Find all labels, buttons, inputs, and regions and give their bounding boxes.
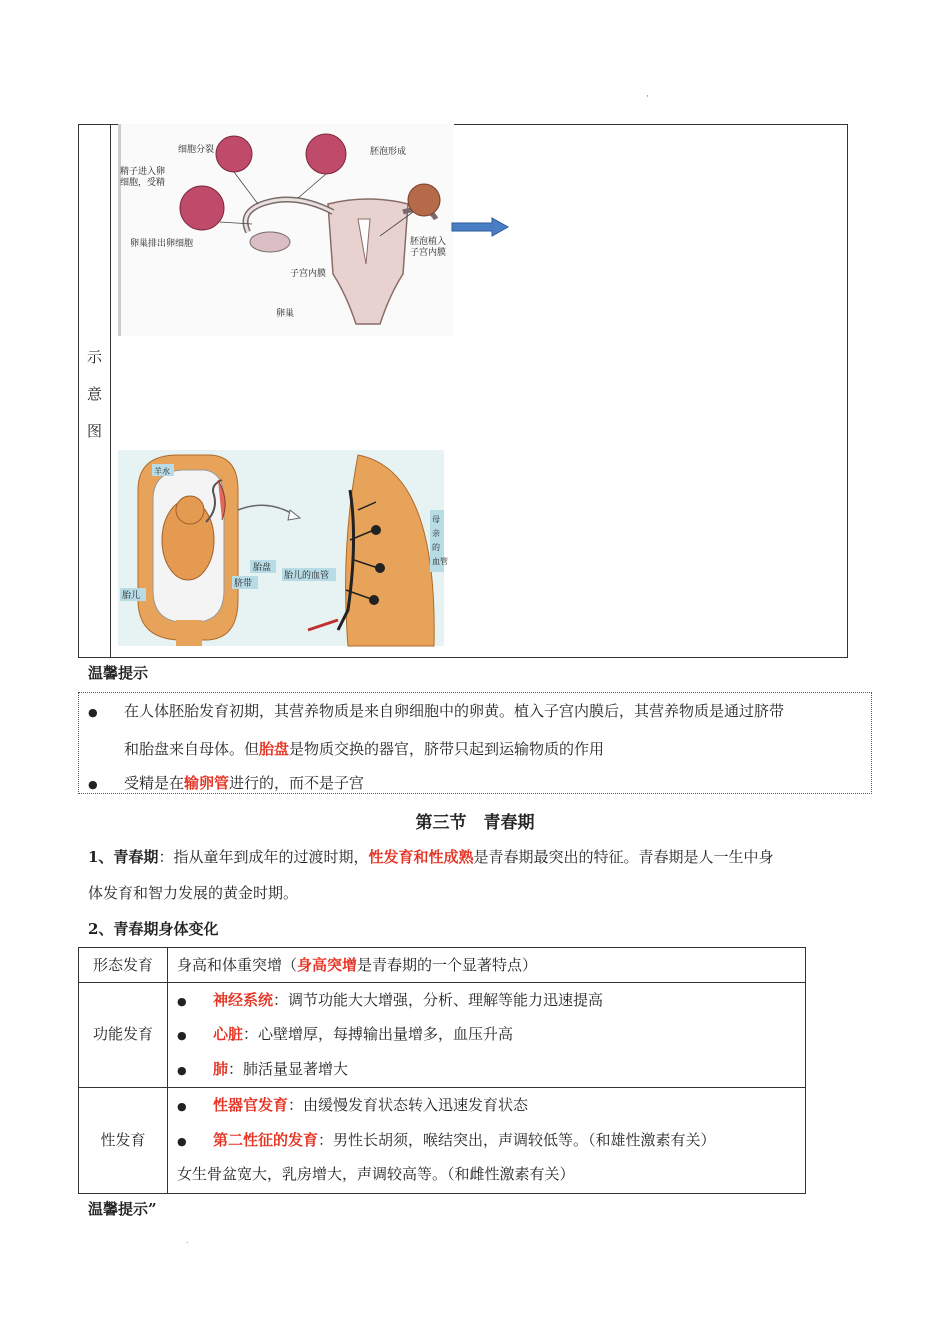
tip-title-2: 温馨提示”: [88, 1200, 157, 1218]
arrow-right-icon: [452, 218, 510, 236]
list-item: ● 第二性征的发育：男性长胡须，喉结突出，声调较低等。（和雄性激素有关）: [177, 1131, 716, 1149]
label-ovary: 卵巢: [276, 309, 295, 319]
paragraph-1-cont: 体发育和智力发展的黄金时期。: [88, 884, 299, 902]
row-sexual-extra: 女生骨盆宽大，乳房增大，声调较高等。（和雌性激素有关）: [177, 1165, 575, 1183]
label-blastocyst: 胚泡形成: [370, 147, 407, 157]
label-implant: 胚泡植入子宫内膜: [410, 237, 447, 258]
list-item: ● 神经系统：调节功能大大增强，分析、理解等能力迅速提高: [177, 991, 604, 1009]
cell-division-cell: [216, 136, 252, 172]
list-item: ● 心脏：心壁增厚，每搏输出量增多，血压升高: [177, 1025, 514, 1043]
tip-item-2: ● 受精是在输卵管进行的，而不是子宫: [88, 774, 365, 792]
bullet-icon: ●: [177, 1135, 187, 1148]
tip-item-1: ● 在人体胚胎发育初期，其营养物质是来自卵细胞中的卵黄。植入子宫内膜后，其营养物质是通过脐带: [88, 702, 785, 720]
bullet-icon: ●: [88, 706, 98, 719]
label-cord: 脐带: [234, 579, 253, 589]
tip-item-1-cont: 和胎盘来自母体。但胎盘是物质交换的器官，脐带只起到运输物质的作用: [124, 740, 605, 758]
label-fertilization: 精子进入卵细胞，受精: [120, 167, 166, 188]
ovary-shape: [250, 232, 290, 252]
changes-table: [78, 947, 806, 1194]
bullet-icon: ●: [177, 995, 187, 1008]
diagram-table-divider: [110, 125, 111, 657]
section-title: 第三节 青春期: [415, 813, 535, 833]
tip-title: 温馨提示: [88, 664, 149, 682]
label-fetus: 胎儿: [122, 591, 141, 601]
bullet-icon: ●: [177, 1064, 187, 1077]
bullet-icon: ●: [177, 1100, 187, 1113]
label-maternal-blood: 母亲的血管: [432, 515, 448, 566]
paragraph-2-title: 2、青春期身体变化: [88, 920, 219, 938]
paragraph-1: 1、青春期：指从童年到成年的过渡时期，性发育和性成熟是青春期最突出的特征。青春期是人一生中身: [88, 848, 774, 866]
bullet-icon: ●: [88, 778, 98, 791]
label-amniotic: 羊水: [154, 467, 170, 476]
bullet-icon: ●: [177, 1029, 187, 1042]
fertilized-egg: [180, 186, 224, 230]
row-head-function: 功能发育: [92, 1025, 153, 1043]
row-head-morphology: 形态发育: [92, 956, 153, 974]
list-item: ● 肺：肺活量显著增大: [177, 1060, 349, 1078]
placenta-diagram: [118, 450, 448, 646]
blastocyst-cell: [408, 184, 440, 216]
label-placenta: 胎盘: [253, 563, 272, 573]
highlight-oviduct: 输卵管: [184, 774, 230, 792]
label-ovulation: 卵巢排出卵细胞: [130, 239, 194, 249]
highlight-placenta: 胎盘: [259, 740, 290, 758]
row-head-sexual: 性发育: [100, 1131, 146, 1149]
label-fetal-vessels: 胎儿的血管: [284, 571, 330, 581]
label-endometrium: 子宫内膜: [290, 269, 327, 279]
fertilization-diagram: [118, 124, 454, 336]
diagram-label: 示 意 图: [86, 348, 102, 440]
footer-mark: .: [186, 1236, 189, 1245]
page-mark: ·: [646, 92, 649, 102]
label-cell-division: 细胞分裂: [178, 145, 215, 155]
row-morphology-text: 身高和体重突增（身高突增是青春期的一个显著特点）: [177, 956, 538, 974]
list-item: ● 性器官发育：由缓慢发育状态转入迅速发育状态: [177, 1096, 529, 1114]
morula-cell: [306, 134, 346, 174]
